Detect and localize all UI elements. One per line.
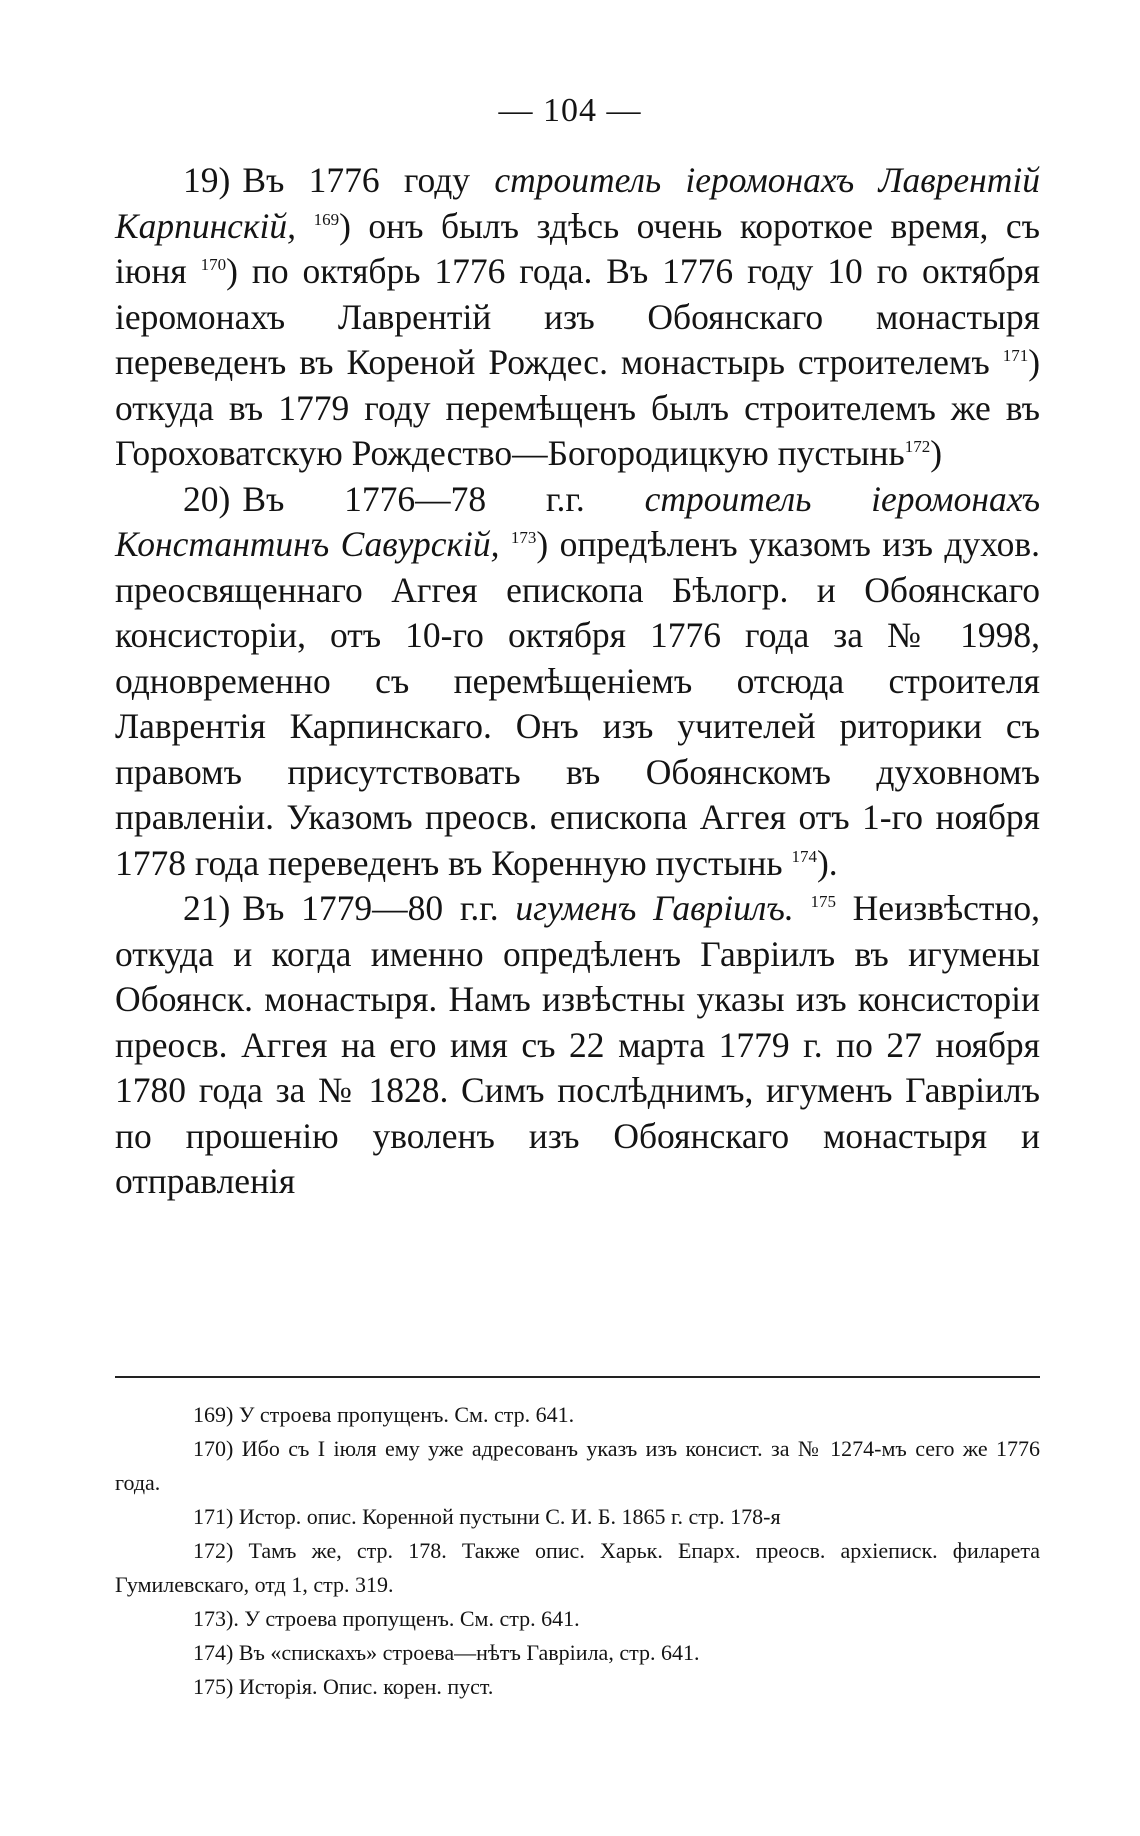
footnote-174: 174) Въ «спискахъ» строева—нѣтъ Гавріила, стр. 641. (193, 1640, 700, 1665)
entry-20: 20) Въ 1776—78 г.г. строитель іеромонахъ Константинъ Савурскій, $^{173}$) опредѣленъ указомъ изъ духов. преосвященнаго Аггея епископа Бѣлогр. и Обоянскаго консисторіи, отъ 10-го октября 1776 года за № 1998, одновременно съ перемѣщеніемъ отсюда строителя Лаврентія Карпинскаго. Онъ изъ учителей риторики съ правомъ присутствовать въ Обоянскомъ духовномъ правленіи. Указомъ преосв. епископа Аггея отъ 1-го ноября 1778 года переведенъ въ Коренную пустынь $^{174}$). (115, 478, 1040, 883)
entry-role: строитель іеромонахъ (494, 160, 855, 200)
footnotes (115, 1398, 1040, 1704)
footnote-173: 173). У строева пропущенъ. См. стр. 641. (193, 1606, 580, 1631)
footnote-175: 175) Исторія. Опис. корен. пуст. (193, 1674, 494, 1699)
entry-lead: Въ 1779—80 г.г. (242, 888, 499, 928)
footnote-169: 169) У строева пропущенъ. См. стр. 641. (193, 1402, 575, 1427)
entry-text: опредѣленъ указомъ изъ духов. преосвященнаго Аггея епископа Бѣлогр. и Обоянскаго консисторіи, отъ 10-го октября 1776 года за № 1998, одновременно съ перемѣщеніемъ отсюда строителя Лаврентія Карпинскаго. Онъ изъ учителей риторики съ правомъ присутствовать въ Обоянскомъ духовномъ правленіи. Указомъ преосв. епископа Аггея отъ 1-го ноября 1778 года переведенъ въ Коренную пустынь (115, 524, 1040, 883)
entry-person-name: Лаврентій Карпинскій, (115, 160, 1041, 246)
entry-number: 19) (183, 160, 231, 200)
entry-text: по октябрь 1776 года. Въ 1776 году 10 го октября іеромонахъ Лаврентій изъ Обоянскаго монастыря переведенъ въ Кореной Рождес. монастырь строителемъ (115, 251, 1040, 382)
footnote-171: 171) Истор. опис. Коренной пустыни С. И. Б. 1865 г. стр. 178-я (193, 1504, 781, 1529)
entry-number: 20) (183, 478, 231, 519)
entry-number: 21) (183, 888, 231, 928)
entry-21 (115, 886, 1040, 1205)
entry-role: игуменъ (515, 888, 637, 928)
footnote-ref: 170 (200, 255, 227, 275)
footnote-ref: 169 (313, 209, 340, 229)
entry-text: ). (816, 842, 838, 883)
entry-text: ) (930, 433, 943, 473)
footnote-ref: 171 (1002, 346, 1029, 366)
entry-lead: Въ 1776—78 г.г. (242, 478, 585, 519)
footnote-ref: 175 (810, 892, 836, 912)
footnote-ref: 173 (510, 528, 537, 548)
entry-person-name: Константинъ Савурскій, (115, 524, 500, 564)
entry-text: онъ былъ здѣсь очень короткое время, съ іюня (115, 205, 1041, 291)
page-number: — 104 — (498, 92, 642, 129)
footnote-170: 170) Ибо съ I іюля ему уже адресованъ указъ изъ консист. за № 1274-мъ сего же 1776 года. (115, 1436, 1040, 1495)
main-text (115, 158, 1040, 1205)
entry-role: строитель іеромонахъ (644, 478, 1040, 519)
entry-person-name: Гавріилъ. (653, 888, 794, 928)
footnote-ref: 172 (904, 437, 931, 457)
entry-lead: Въ 1776 году (242, 160, 471, 200)
footnote-divider (115, 1376, 1040, 1378)
entry-text: Неизвѣстно, откуда и когда именно опредѣленъ Гавріилъ въ игумены Обоянск. монастыря. Намъ извѣстны указы изъ консисторіи преосв. Аггея на его имя съ 22 марта 1779 г. по 27 ноября 1780 года за № 1828. Симъ послѣднимъ, игуменъ Гавріилъ по прошенію уволенъ изъ Обоянскаго монастыря и отправленія (115, 888, 1041, 1201)
entry-text: откуда въ 1779 году перемѣщенъ былъ строителемъ же въ Гороховатскую Рождество—Богородицкую пустынь (115, 387, 1040, 473)
entry-19: 19) Въ 1776 году строитель іеромонахъ Лаврентій Карпинскій, $^{169}$) онъ былъ здѣсь очень короткое время, съ іюня $^{170}$) по октябрь 1776 года. Въ 1776 году 10 го октября іеромонахъ Лаврентій изъ Обоянскаго монастыря переведенъ въ Кореной Рождес. монастырь строителемъ $^{171}$) откуда въ 1779 году перемѣщенъ былъ строителемъ же въ Гороховатскую Рождество—Богородицкую пустынь$^{172}$) (115, 160, 1041, 473)
footnote-ref: 174 (791, 846, 817, 866)
footnote-172: 172) Тамъ же, стр. 178. Также опис. Харьк. Епарх. преосв. архіеписк. филарета Гумилевскаго, отд 1, стр. 319. (115, 1538, 1040, 1597)
